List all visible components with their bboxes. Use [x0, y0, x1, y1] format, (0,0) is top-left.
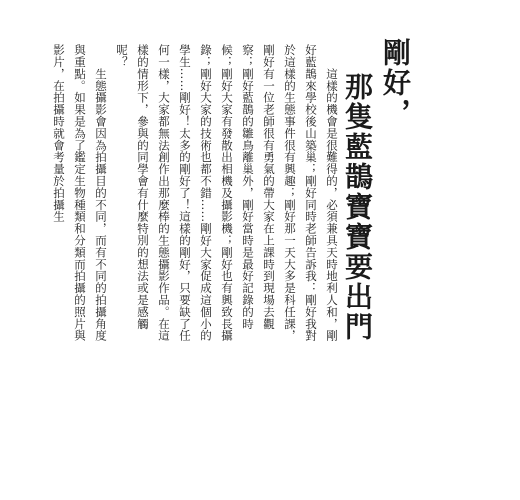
paragraph-1: 這樣的機會是很難得的，必須兼具天時地利人和，剛好藍鵲來學校後山築巢；剛好同時老師告訴我：剛好我對於這樣的生態事件很有興趣；剛好那一天大多是科任課，剛好有一位老師很有勇氣的帶大家在上課時到現場去觀察；剛好藍鵲的雛鳥離巢外，剛好當時是最好記錄的時候；剛好大家有發散出相機及攝影機；剛好也有興致長攝錄；剛好大家的技術也都不錯……剛好大家促成這個小的學生……剛好！太多的剛好了！這樣的剛好，只要缺了任何一樣，大家都無法創作出那麼棒的生態攝影作品。在這樣的情形下，參與的同學會有什麼特別的想法或是感觸呢？	[115, 44, 339, 342]
chapter-title-line-1: 剛好，	[379, 38, 412, 128]
body-text	[48, 44, 342, 342]
chapter-title-line-2: 那隻藍鵲寶寶要出門	[341, 72, 374, 342]
chapter-title	[340, 38, 412, 342]
paragraph-2: 生態攝影會因為拍攝目的不同，而有不同的拍攝角度與重點。如果是為了鑑定生物種類和分類而拍攝的照片與影片，在拍攝時就會考量於拍攝生	[52, 44, 108, 342]
